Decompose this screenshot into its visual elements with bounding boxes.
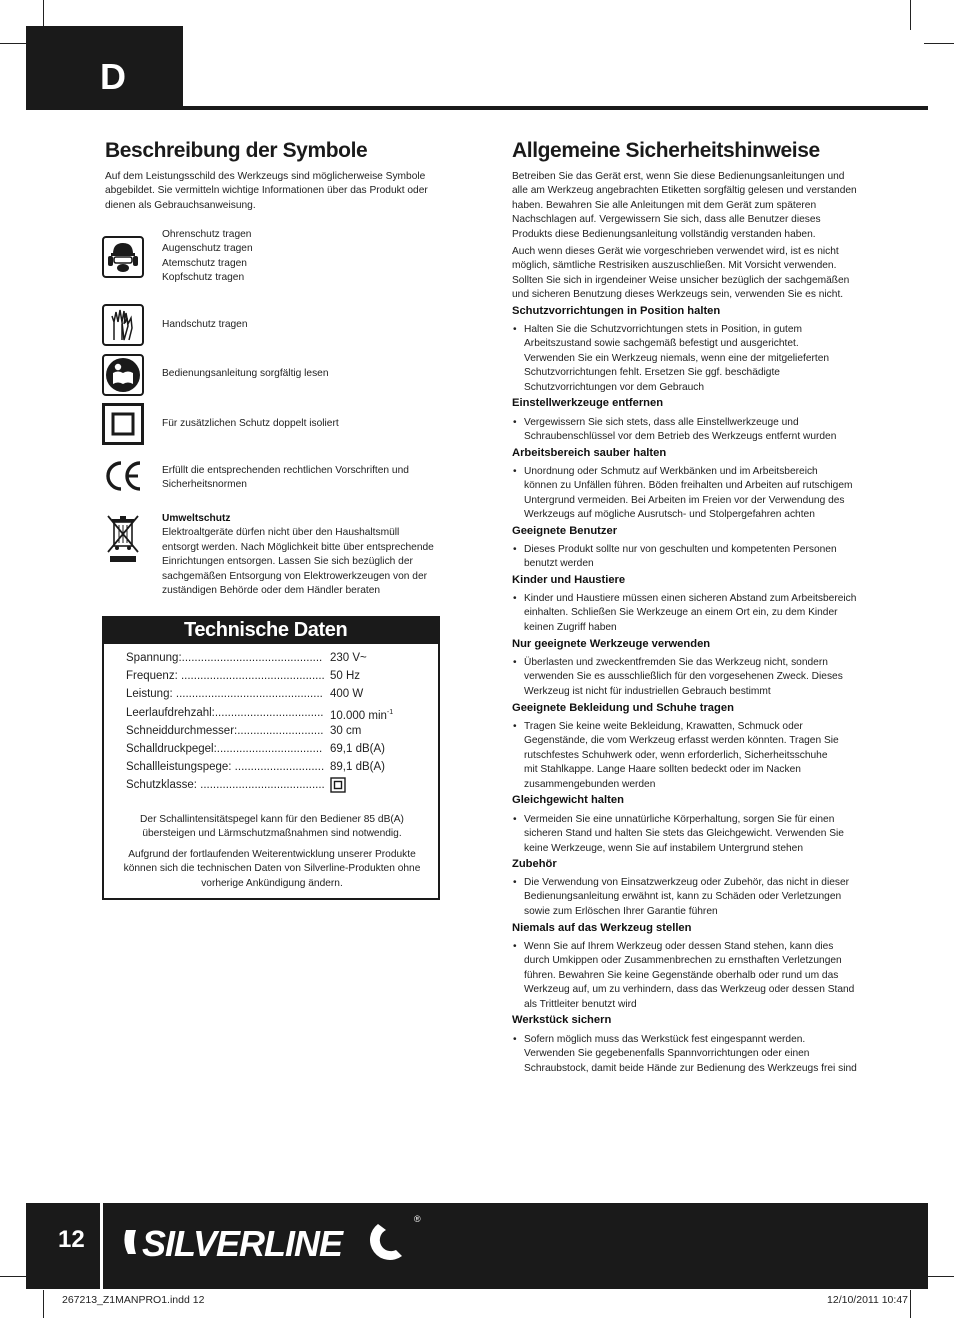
spec-value: 69,1 dB(A) [330,743,385,755]
bullet-line: Wenn Sie auf Ihrem Werkzeug oder dessen Stand stehen, kann dies [524,941,834,952]
bullet-line: Schraubstock, damit beide Hände zur Bedienung des Werkzeugs frei sind [524,1062,857,1074]
bullet-line: zusammengebunden werden [524,778,656,790]
spec-row [126,778,426,792]
ce-mark-icon [102,455,144,497]
double-insulation-icon [102,403,144,445]
language-code: D [100,56,126,97]
bullet-line: keine Werkzeuge, wenn Sie auf instabilem Untergrund stehen [524,842,803,854]
bullet-text [524,876,857,919]
note-line: Aufgrund der fortlaufenden Weiterentwicklung unserer Produkte [128,849,416,860]
section-heading: Arbeitsbereich sauber halten [512,447,667,459]
bullet-line: Tragen Sie keine weite Bekleidung, Krawatten, Schmuck oder [524,721,803,732]
bullet-line: Untergrund vermeiden. Bei Arbeiten im Freien vor der Verwendung des [524,494,845,506]
spec-value: 89,1 dB(A) [330,761,385,773]
bullet-line: Verwenden Sie ein Werkzeug niemals, wenn eine der mitgelieferten [524,352,830,364]
spec-label: Schallleistungspege: ............................ [126,761,325,773]
bullet-marker: • [513,1034,517,1045]
paragraph-line: alle am Werkzeug angebrachten Etiketten sorgfältig gelesen und verstanden [512,185,857,197]
tech-note-noise [114,813,430,842]
spec-row [126,651,426,665]
symbol-line: sachgemäßen Entsorgung von Elektrowerkzeugen von der [162,570,428,582]
bullet-line: Schraubenschlüssel vor dem Betrieb des Werkzeugs entfernt wurden [524,431,837,443]
paragraph-line: Nachschlagen auf. Vergewissern Sie sich, dass alle Benutzer dieses [512,214,821,226]
symbol-weee-text [162,512,434,598]
bullet-item [512,940,857,1012]
bullet-text [524,416,857,445]
symbol-ppe-text [162,228,253,286]
symbol-line: zuständigen Behörde oder dem Händler beraten [162,585,381,597]
bullet-item [512,813,857,857]
footer-separator [100,1203,103,1289]
spec-value: 50 Hz [330,670,361,682]
brand-name: SILVERLINE [142,1223,343,1264]
ppe-head-icon [102,236,144,278]
note-line: können sich die technischen Daten von Silverline-Produkten ohne [123,863,421,875]
bullet-line: als Trittleiter benutzt wird [524,998,637,1010]
spec-label: Leistung: .............................................. [126,688,323,700]
bullet-line: Arbeitszustand sowie sachgemäß befestigt und ausgerichtet. [524,338,799,350]
symbol-line: Erfüllt die entsprechenden rechtlichen Vorschriften und [162,465,409,476]
bullet-text [524,940,857,1012]
bullet-marker: • [513,593,517,604]
bullet-marker: • [513,544,517,555]
weee-bin-icon [102,512,144,564]
technical-data-title: Technische Daten [184,619,348,641]
paragraph-line: Auch wenn dieses Gerät wie vorgeschrieben verwendet wird, ist es nicht [512,246,839,257]
symbols-title: Beschreibung der Symbole [105,139,368,162]
bullet-item [512,1033,857,1077]
bullet-marker: • [513,417,517,428]
paragraph-line: Betreiben Sie das Gerät erst, wenn Sie diese Bedienungsanleitungen und [512,171,845,182]
bullet-item [512,543,857,572]
spec-value [330,706,393,723]
section-heading: Kinder und Haustiere [512,574,626,586]
bullet-item [512,323,857,395]
symbol-manual-text: Bedienungsanleitung sorgfältig lesen [162,368,329,379]
paragraph-line: und sicheren Benutzung dieses Werkzeugs sein, verwenden Sie es nicht. [512,289,844,301]
safety-intro-paragraph [512,170,862,242]
crop-mark [910,0,911,30]
paragraph-line: haben. Bewahren Sie alle Anleitungen mit dem Gerät zum späteren [512,199,817,211]
read-manual-icon [102,354,144,396]
bullet-text [524,465,857,523]
bullet-line: führen. Bewahren Sie keine Gegenstände oberhalb oder rund um das [524,969,839,981]
safety-risk-paragraph [512,245,862,303]
bullet-line: können zu Unfällen führen. Böden freihalten und Arbeiten auf rutschigem [524,480,853,492]
bullet-line: einhalten. Schließen Sie Werkzeuge an einem Ort ein, zu dem Kinder [524,607,838,619]
spec-unit-exponent: -1 [386,709,394,716]
spec-label: Schalldruckpegel:................................. [126,743,323,755]
symbol-line: Augenschutz tragen [162,243,253,255]
spec-label: Spannung:............................................ [126,652,323,664]
note-line: übersteigen und Lärmschutzmaßnahmen sind notwendig. [142,828,402,840]
bullet-line: Kinder und Haustiere müssen einen sicheren Abstand zum Arbeitsbereich [524,593,857,604]
bullet-marker: • [513,466,517,477]
bullet-line: sicheren Stand und halten Sie stets das Gleichgewicht. Verwenden Sie [524,828,844,840]
crop-mark [924,1276,954,1277]
paragraph-line: möglich, sämtliche Restrisiken auszuschließen. Mit Vorsicht verwenden. [512,260,837,272]
bullet-line: sowie zum Erlöschen Ihrer Garantie führen [524,905,718,917]
crop-mark [910,1290,911,1318]
slug-timestamp: 12/10/2011 10:47 [827,1294,908,1306]
symbol-ce-text [162,464,409,493]
section-heading: Geeignete Bekleidung und Schuhe tragen [512,702,734,714]
paragraph-line: Sollten Sie sich in irgendeiner Weise unsicher bezüglich der sachgemäßen [512,274,850,286]
section-heading: Einstellwerkzeuge entfernen [512,397,664,409]
bullet-line: Vermeiden Sie eine unnatürliche Körperhaltung, sorgen Sie für einen [524,814,835,825]
spec-row [126,706,426,720]
note-line: vorherige Ankündigung ändern. [201,877,343,889]
bullet-line: Halten Sie die Schutzvorrichtungen stets in Position, in gutem [524,324,803,335]
symbol-line: Kopfschutz tragen [162,272,245,284]
bullet-marker: • [513,877,517,888]
spec-value: 400 W [330,688,364,700]
spec-row [126,724,426,738]
bullet-line: Unordnung oder Schmutz auf Werkbänken und im Arbeitsbereich [524,466,818,477]
bullet-marker: • [513,657,517,668]
section-heading: Schutzvorrichtungen in Position halten [512,305,721,317]
bullet-line: Gegenstände, die vom Werkzeug erfasst werden könnten. Tragen Sie [524,735,839,747]
spec-value-text: 10.000 min [330,709,387,722]
bullet-marker: • [513,721,517,732]
bullet-line: verwenden Sie es ausschließlich für den vorgesehenen Zweck. Dieses [524,671,843,683]
symbol-gloves-text: Handschutz tragen [162,319,248,330]
paragraph-line: Produkts diese Bedienungsanleitung vollständig verstanden haben. [512,228,816,240]
bullet-item [512,416,857,445]
spec-row [126,760,426,774]
symbol-line: Atemschutz tragen [162,257,247,269]
symbol-line: Einrichtungen entsorgen. Lassen Sie sich bezüglich der [162,556,413,568]
bullet-item [512,876,857,920]
bullet-line: Dieses Produkt sollte nur von geschulten und kompetenten Personen [524,544,837,555]
spec-row [126,742,426,756]
section-heading: Geeignete Benutzer [512,525,618,537]
bullet-text [524,323,857,395]
bullet-marker: • [513,941,517,952]
header-rule [183,106,928,110]
symbol-weee-title: Umweltschutz [162,513,231,524]
bullet-line: Werkzeug ist nicht für industriellen Gebrauch bestimmt [524,685,771,697]
bullet-line: keinen Zugriff haben [524,621,617,633]
spec-label: Frequenz: ............................................. [126,670,325,682]
symbols-intro: Auf dem Leistungsschild des Werkzeugs sind möglicherweise Symbole abgebildet. Sie vermitteln wichtige Informationen über das Produkt oder dienen als Gebrauchsanweisung. [105,171,428,211]
symbol-line: entsorgt werden. Nach Möglichkeit bitte über entsprechende [162,541,434,553]
bullet-line: rutschfestes Schuhwerk oder, wenn erforderlich, Sicherheitsschuhe [524,749,828,761]
spec-label: Leerlaufdrehzahl:.................................. [126,707,324,719]
bullet-line: Schutzvorrichtungen fehlt. Ersetzen Sie ggf. beschädigte [524,367,780,379]
bullet-text [524,813,857,856]
bullet-line: Bedienungsanleitung erwähnt ist, kann zu Schäden oder Verletzungen [524,891,842,903]
crop-mark [43,1290,44,1318]
spec-value: 30 cm [330,725,362,737]
section-heading: Nur geeignete Werkzeuge verwenden [512,638,711,650]
bullet-line: mit Stahlkappe. Lange Haare sollten bedeckt oder im Nacken [524,764,801,776]
symbol-insulation-text: Für zusätzlichen Schutz doppelt isoliert [162,418,339,429]
bullet-marker: • [513,324,517,335]
section-heading: Zubehör [512,858,557,870]
bullet-text [524,1033,857,1076]
bullet-text [524,543,857,572]
spec-row [126,669,426,683]
technical-data-box [102,616,440,900]
registered-mark: ® [414,1214,421,1224]
section-heading: Werkstück sichern [512,1014,612,1026]
bullet-text [524,592,857,635]
bullet-item [512,465,857,523]
note-line: Der Schallintensitätspegel kann für den Bediener 85 dB(A) [140,814,404,825]
silverline-logo [120,1212,425,1272]
symbol-line: Ohrenschutz tragen [162,229,252,240]
bullet-marker: • [513,814,517,825]
bullet-line: Werkzeug auf, um zu verhindern, dass das Werkzeug oder dessen Stand [524,984,855,996]
slug-filename: 267213_Z1MANPRO1.indd 12 [62,1294,205,1306]
safety-title: Allgemeine Sicherheitshinweise [512,139,820,162]
bullet-line: Verwenden Sie gegebenenfalls Spannvorrichtungen oder einen [524,1048,810,1060]
bullet-line: Vergewissern Sie sich stets, dass alle Einstellwerkzeuge und [524,417,799,428]
bullet-line: Überlasten und zweckentfremden Sie das Werkzeug nicht, sondern [524,657,828,668]
spec-label: Schutzklasse: ....................................... [126,779,325,791]
page-number: 12 [58,1226,85,1253]
bullet-line: Schutzvorrichtungen vor dem Gebrauch [524,381,705,393]
bullet-line: Werkzeugs auf mögliche Ausrutsch- und Stolpergefahren achten [524,509,815,521]
section-heading: Niemals auf das Werkzeug stellen [512,922,692,934]
class-ii-icon [330,777,346,797]
spec-label: Schneiddurchmesser:........................... [126,725,324,737]
bullet-line: Sofern möglich muss das Werkstück fest eingespannt werden. [524,1034,806,1045]
bullet-line: benutzt werden [524,558,594,570]
bullet-item [512,592,857,636]
spec-value: 230 V~ [330,652,367,664]
bullet-text [524,656,857,699]
symbol-line: Sicherheitsnormen [162,479,247,491]
bullet-text [524,720,857,792]
bullet-item [512,656,857,700]
spec-row [126,687,426,701]
gloves-icon [102,304,144,346]
symbol-line: Elektroaltgeräte dürfen nicht über den Haushaltsmüll [162,527,400,539]
crop-mark [924,43,954,44]
tech-note-changes [114,848,430,891]
bullet-item [512,720,857,792]
bullet-line: durch Umkippen oder Zusammenbrechen zu ernsthaften Verletzungen [524,955,842,967]
bullet-line: Die Verwendung von Einsatzwerkzeug oder Zubehör, das nicht in dieser [524,877,850,888]
section-heading: Gleichgewicht halten [512,794,624,806]
